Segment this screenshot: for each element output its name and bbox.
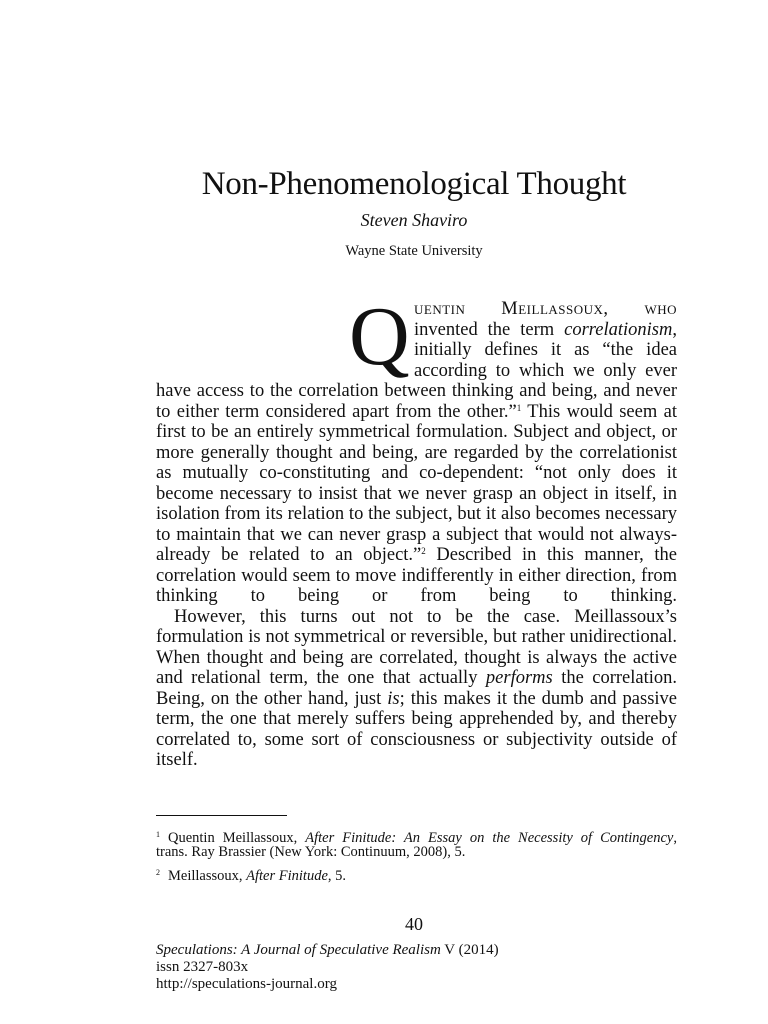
footnote-ref-2[interactable]: 2 <box>421 546 426 556</box>
footnote-ref-1[interactable]: 1 <box>516 402 522 413</box>
journal-url[interactable]: http://speculations-journal.org <box>156 976 337 992</box>
article-title: Non-Phenomenological Thought <box>201 166 627 202</box>
footnote-1-book-title: After Finitude: An Essay on the Necessity of Contingency <box>305 830 674 846</box>
footnote-2 <box>156 863 677 886</box>
article-body <box>156 290 678 771</box>
lead-in-small-caps: uentin Meillassoux, who <box>414 299 677 319</box>
author-name: Steven Shaviro <box>360 210 468 230</box>
journal-issn: issn 2327-803x <box>156 959 249 975</box>
footnote-2-punct: , 5. <box>327 868 347 884</box>
paragraph-2-text-a: However, this turns out not to be the case. Meillassoux’s formulation is not symmetrical or reversible, but rather unidirectional. When thought and being are correlated, thought is always the active and relational term, the one that actually <box>156 606 677 688</box>
drop-cap: Q <box>349 290 410 383</box>
footnote-divider <box>156 815 287 816</box>
footnote-2-book-title: After Finitude <box>246 868 328 884</box>
paragraph-1-text-a: invented the term <box>414 319 565 340</box>
journal-volume: V (2014) <box>440 942 499 958</box>
paragraph-1 <box>156 290 677 607</box>
footnote-1-number: 1 <box>156 830 160 839</box>
term-correlationism: correlationism <box>564 319 673 340</box>
footnote-2-number: 2 <box>156 868 160 877</box>
journal-footer <box>156 942 499 993</box>
footnote-2-text: Meillassoux, <box>168 868 247 884</box>
paragraph-1-text-b: , initially defines it as “the idea according to which we only ever have access to the correlation between thinking and being, and never to either term considered apart from the other.” <box>156 319 677 422</box>
footnote-1-punct: , <box>673 830 677 846</box>
page-number: 40 <box>405 914 423 934</box>
paragraph-2 <box>156 607 677 771</box>
paragraph-2-text-c: ; this makes it the dumb and passive term, the one that merely suffers being apprehended by, and thereby correlated to, some sort of consciousness or subjectivity outside of itself. <box>156 688 677 770</box>
journal-citation <box>156 942 499 959</box>
emphasis-is: is <box>387 688 400 709</box>
emphasis-performs: performs <box>485 668 553 688</box>
author-affiliation: Wayne State University <box>345 243 483 259</box>
journal-name: Speculations: A Journal of Speculative Realism <box>156 942 441 958</box>
footnote-1-text: Quentin Meillassoux, <box>168 830 306 846</box>
footnote-1-line-2: trans. Ray Brassier (New York: Continuum, 2008), 5. <box>156 844 466 860</box>
paragraph-1-text-c: This would seem at first to be an entirely symmetrical formulation. Subject and object, or more generally thought and being, are regarded by the correlationist as mutually co-constituting and co-dependent: “not only does it become necessary to insist that we never grasp an object in itself, in isolation from its relation to the subject, but it also becomes necessary to maintain that we can never grasp a subject that would not always-already be related to an object.” <box>156 401 677 565</box>
paragraph-1-text-d: Described in this manner, the correlation would seem to move indifferently in either direction, from thinking to being or from being to thinking. <box>156 545 677 606</box>
paragraph-2-text-b: the correlation. Being, on the other hand, just <box>156 668 678 709</box>
